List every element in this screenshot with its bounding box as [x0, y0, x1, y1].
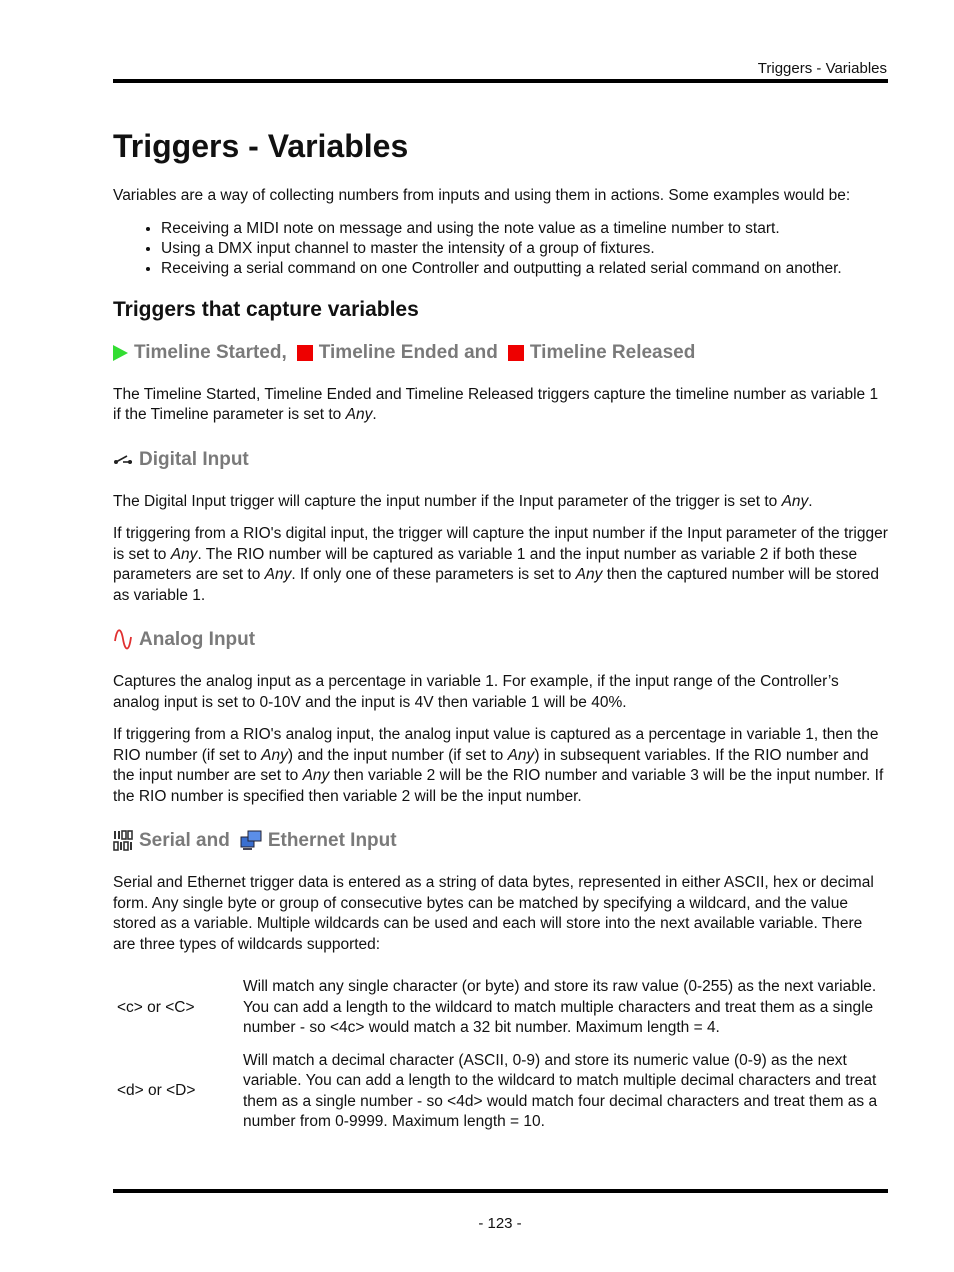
analog-heading	[113, 628, 888, 652]
section-title: Triggers that capture variables	[113, 297, 419, 321]
serial-heading	[113, 829, 888, 853]
wildcard-description: Will match a decimal character (ASCII, 0-9) and store its numeric value (0-9) as the next variable. You can add a length to the wildcard to match multiple decimal characters and treat them as a single number - so <4d> would match four decimal characters and treat them as a number from 0-9999. Maximum length = 10.	[243, 1051, 878, 1130]
play-icon	[113, 345, 128, 361]
stop-icon	[508, 345, 524, 361]
timeline-started-label: Timeline Started,	[134, 341, 287, 363]
page-number: - 123 -	[478, 1215, 522, 1232]
ethernet-icon	[240, 830, 262, 852]
analog-paragraph-1: Captures the analog input as a percentage in variable 1. For example, if the input range of the Controller’s analog input is set to 0-10V and the input is 4V then variable 1 will be 40%.	[113, 673, 839, 711]
intro-paragraph: Variables are a way of collecting numbers from inputs and using them in actions. Some examples would be:	[113, 187, 851, 204]
list-item: • Using a DMX input channel to master the intensity of a group of fixtures.	[161, 239, 888, 259]
timeline-ended-label: Timeline Ended and	[318, 341, 498, 363]
header-rule	[113, 79, 888, 83]
digital-paragraph-2: If triggering from a RIO's digital input, the trigger will capture the input number if the Input parameter of the trigger is set to Any. The RIO number will be captured as variable 1 and the input number as variable 2 if both these parameters are set to Any. If only one of these parameters is set to Any then the captured number will be stored as variable 1.	[113, 525, 888, 604]
ethernet-heading-label: Ethernet Input	[267, 830, 397, 851]
serial-paragraph: Serial and Ethernet trigger data is entered as a string of data bytes, represented in either ASCII, hex or decimal form. Any single byte or group of consecutive bytes can be matched by specifying a wildcard, and the value stored as a variable. Multiple wildcards can be used and each will store into the next available variable. There are three types of wildcards supported:	[113, 874, 874, 953]
timeline-heading	[113, 341, 888, 365]
stop-icon	[297, 345, 313, 361]
list-item: • Receiving a serial command on one Controller and outputting a related serial command on another.	[161, 259, 888, 279]
table-row	[113, 977, 888, 1051]
analog-paragraph-2: If triggering from a RIO's analog input, the analog input value is captured as a percentage in variable 1, then the RIO number (if set to Any) and the input number (if set to Any) in subsequent variables. If the RIO number and the input number are set to Any then variable 2 will be the RIO number and variable 3 will be the input number. If the RIO number is specified then variable 2 will be the input number.	[113, 726, 884, 805]
wildcard-key: <c> or <C>	[117, 998, 195, 1016]
digital-input-icon	[113, 453, 133, 467]
analog-wave-icon	[113, 629, 133, 651]
serial-icon	[113, 830, 133, 852]
list-item: • Receiving a MIDI note on message and using the note value as a timeline number to start.	[161, 219, 888, 239]
footer-rule	[113, 1189, 888, 1193]
examples-list	[113, 219, 888, 279]
timeline-paragraph: The Timeline Started, Timeline Ended and Timeline Released triggers capture the timeline number as variable 1 if the Timeline parameter is set to Any.	[113, 385, 879, 423]
table-row	[113, 1051, 888, 1145]
wildcard-description: Will match any single character (or byte) and store its raw value (0-255) as the next variable. You can add a length to the wildcard to match multiple characters and treat them as a single number - so <4c> would match a 32 bit number. Maximum length = 4.	[243, 978, 877, 1036]
wildcard-key: <d> or <D>	[117, 1082, 196, 1100]
digital-heading-label: Digital Input	[139, 448, 249, 470]
digital-heading	[113, 448, 888, 472]
digital-paragraph-1: The Digital Input trigger will capture the input number if the Input parameter of the trigger is set to Any.	[113, 492, 813, 510]
page-title: Triggers - Variables	[113, 128, 409, 164]
wildcards-table	[113, 977, 888, 1145]
running-header: Triggers - Variables	[757, 60, 887, 77]
timeline-released-label: Timeline Released	[529, 341, 696, 363]
serial-heading-label: Serial and	[139, 830, 230, 851]
analog-heading-label: Analog Input	[139, 629, 256, 650]
page-content	[113, 126, 888, 1145]
